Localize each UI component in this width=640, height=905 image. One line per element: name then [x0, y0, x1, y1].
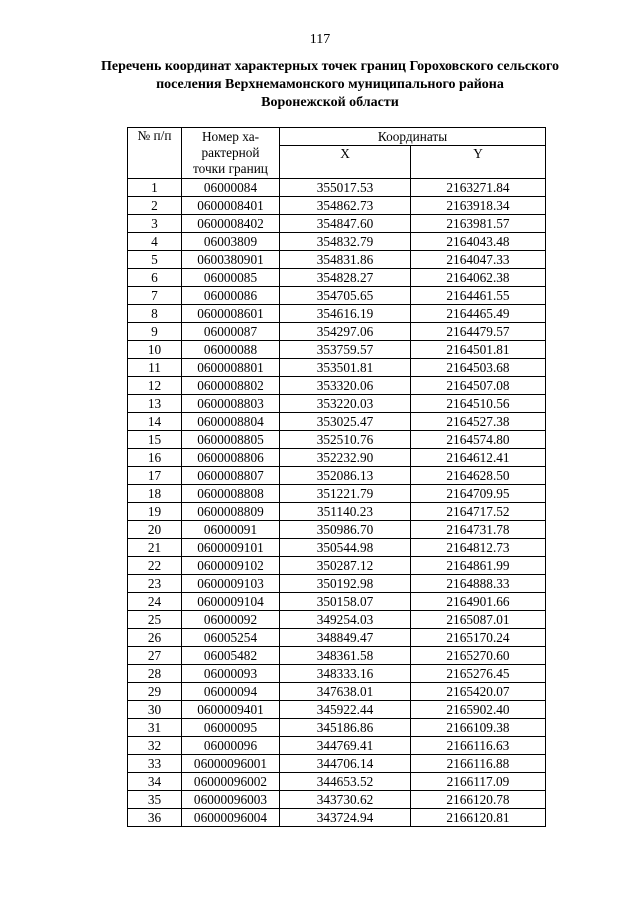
table-row	[128, 611, 546, 629]
cell-point-id: 06000087	[182, 323, 280, 341]
cell-y: 2164043.48	[411, 233, 546, 251]
cell-x: 345186.86	[280, 719, 411, 737]
table-row	[128, 197, 546, 215]
cell-y: 2165420.07	[411, 683, 546, 701]
cell-number: 21	[128, 539, 182, 557]
cell-x: 350287.12	[280, 557, 411, 575]
cell-x: 353320.06	[280, 377, 411, 395]
cell-point-id: 0600009401	[182, 701, 280, 719]
cell-number: 9	[128, 323, 182, 341]
cell-y: 2164465.49	[411, 305, 546, 323]
cell-x: 348361.58	[280, 647, 411, 665]
table-row	[128, 467, 546, 485]
cell-y: 2163918.34	[411, 197, 546, 215]
table-row	[128, 593, 546, 611]
cell-y: 2164861.99	[411, 557, 546, 575]
cell-point-id: 0600008809	[182, 503, 280, 521]
cell-number: 14	[128, 413, 182, 431]
table-row	[128, 809, 546, 827]
cell-number: 11	[128, 359, 182, 377]
table-body	[128, 179, 546, 827]
cell-x: 351140.23	[280, 503, 411, 521]
cell-number: 34	[128, 773, 182, 791]
table-row	[128, 449, 546, 467]
cell-point-id: 0600380901	[182, 251, 280, 269]
document-title	[60, 58, 600, 112]
cell-y: 2165170.24	[411, 629, 546, 647]
cell-number: 10	[128, 341, 182, 359]
cell-point-id: 06000095	[182, 719, 280, 737]
cell-x: 354828.27	[280, 269, 411, 287]
cell-x: 352510.76	[280, 431, 411, 449]
cell-number: 17	[128, 467, 182, 485]
table-row	[128, 629, 546, 647]
cell-y: 2166120.78	[411, 791, 546, 809]
cell-y: 2164503.68	[411, 359, 546, 377]
cell-point-id: 0600009101	[182, 539, 280, 557]
cell-x: 344769.41	[280, 737, 411, 755]
cell-x: 349254.03	[280, 611, 411, 629]
cell-point-id: 0600008807	[182, 467, 280, 485]
cell-x: 343724.94	[280, 809, 411, 827]
cell-number: 30	[128, 701, 182, 719]
cell-x: 343730.62	[280, 791, 411, 809]
cell-y: 2166120.81	[411, 809, 546, 827]
cell-point-id: 06000096002	[182, 773, 280, 791]
cell-point-id: 0600009102	[182, 557, 280, 575]
cell-number: 7	[128, 287, 182, 305]
cell-x: 352086.13	[280, 467, 411, 485]
table-row	[128, 521, 546, 539]
cell-number: 23	[128, 575, 182, 593]
cell-point-id: 0600009103	[182, 575, 280, 593]
cell-point-id: 06005254	[182, 629, 280, 647]
table-row	[128, 341, 546, 359]
header-point-line: Номер ха-	[201, 129, 260, 144]
cell-x: 354705.65	[280, 287, 411, 305]
cell-y: 2164507.08	[411, 377, 546, 395]
cell-number: 31	[128, 719, 182, 737]
cell-point-id: 06005482	[182, 647, 280, 665]
cell-y: 2164574.80	[411, 431, 546, 449]
cell-y: 2164501.81	[411, 341, 546, 359]
table-row	[128, 773, 546, 791]
cell-x: 354297.06	[280, 323, 411, 341]
table-row	[128, 287, 546, 305]
cell-point-id: 06000088	[182, 341, 280, 359]
table-row	[128, 575, 546, 593]
table-row	[128, 647, 546, 665]
table-row	[128, 377, 546, 395]
table-row	[128, 485, 546, 503]
cell-y: 2164812.73	[411, 539, 546, 557]
cell-number: 12	[128, 377, 182, 395]
cell-point-id: 06000084	[182, 179, 280, 197]
cell-y: 2164527.38	[411, 413, 546, 431]
cell-number: 32	[128, 737, 182, 755]
cell-number: 2	[128, 197, 182, 215]
cell-point-id: 0600008808	[182, 485, 280, 503]
cell-number: 15	[128, 431, 182, 449]
coordinates-table	[127, 127, 546, 827]
cell-x: 354831.86	[280, 251, 411, 269]
cell-x: 353759.57	[280, 341, 411, 359]
cell-point-id: 0600008402	[182, 215, 280, 233]
cell-y: 2164479.57	[411, 323, 546, 341]
cell-number: 36	[128, 809, 182, 827]
cell-x: 353220.03	[280, 395, 411, 413]
cell-x: 350158.07	[280, 593, 411, 611]
cell-y: 2164062.38	[411, 269, 546, 287]
cell-x: 352232.90	[280, 449, 411, 467]
cell-point-id: 06000096001	[182, 755, 280, 773]
cell-point-id: 06000093	[182, 665, 280, 683]
cell-x: 344653.52	[280, 773, 411, 791]
cell-point-id: 0600008801	[182, 359, 280, 377]
cell-x: 353025.47	[280, 413, 411, 431]
cell-point-id: 06000096003	[182, 791, 280, 809]
header-number: № п/п	[128, 128, 182, 179]
cell-x: 355017.53	[280, 179, 411, 197]
cell-point-id: 06000086	[182, 287, 280, 305]
cell-y: 2164047.33	[411, 251, 546, 269]
cell-x: 354832.79	[280, 233, 411, 251]
cell-point-id: 0600008401	[182, 197, 280, 215]
cell-y: 2165902.40	[411, 701, 546, 719]
table-row	[128, 557, 546, 575]
cell-y: 2164628.50	[411, 467, 546, 485]
table-row	[128, 305, 546, 323]
table-row	[128, 269, 546, 287]
cell-x: 348333.16	[280, 665, 411, 683]
cell-number: 6	[128, 269, 182, 287]
cell-point-id: 06000092	[182, 611, 280, 629]
cell-point-id: 06003809	[182, 233, 280, 251]
cell-x: 354616.19	[280, 305, 411, 323]
cell-number: 25	[128, 611, 182, 629]
table-row	[128, 701, 546, 719]
cell-x: 350192.98	[280, 575, 411, 593]
table-header	[128, 128, 546, 179]
cell-y: 2166117.09	[411, 773, 546, 791]
header-y: Y	[411, 146, 546, 179]
table-row	[128, 719, 546, 737]
cell-x: 354862.73	[280, 197, 411, 215]
cell-number: 1	[128, 179, 182, 197]
page-number: 117	[309, 32, 331, 47]
cell-x: 348849.47	[280, 629, 411, 647]
cell-number: 24	[128, 593, 182, 611]
table-row	[128, 431, 546, 449]
cell-number: 19	[128, 503, 182, 521]
cell-point-id: 0600008806	[182, 449, 280, 467]
table-row	[128, 413, 546, 431]
table-row	[128, 359, 546, 377]
cell-x: 350544.98	[280, 539, 411, 557]
cell-number: 27	[128, 647, 182, 665]
table-row	[128, 251, 546, 269]
cell-y: 2164461.55	[411, 287, 546, 305]
cell-number: 8	[128, 305, 182, 323]
title-line: Воронежской области	[261, 95, 399, 110]
cell-x: 351221.79	[280, 485, 411, 503]
cell-point-id: 0600008804	[182, 413, 280, 431]
cell-x: 345922.44	[280, 701, 411, 719]
cell-point-id: 0600009104	[182, 593, 280, 611]
title-line: поселения Верхнемамонского муниципального района	[156, 77, 504, 92]
header-point-line: точки границ	[193, 161, 268, 176]
cell-y: 2166116.63	[411, 737, 546, 755]
title-line: Перечень координат характерных точек границ Гороховского сельского	[101, 59, 559, 74]
table-row	[128, 179, 546, 197]
table-row	[128, 503, 546, 521]
cell-x: 344706.14	[280, 755, 411, 773]
cell-y: 2164510.56	[411, 395, 546, 413]
cell-y: 2164612.41	[411, 449, 546, 467]
cell-number: 18	[128, 485, 182, 503]
cell-number: 4	[128, 233, 182, 251]
cell-point-id: 06000091	[182, 521, 280, 539]
cell-number: 13	[128, 395, 182, 413]
table-row	[128, 683, 546, 701]
cell-number: 3	[128, 215, 182, 233]
cell-y: 2163981.57	[411, 215, 546, 233]
cell-point-id: 0600008803	[182, 395, 280, 413]
cell-y: 2164888.33	[411, 575, 546, 593]
cell-y: 2165276.45	[411, 665, 546, 683]
cell-y: 2166116.88	[411, 755, 546, 773]
cell-number: 26	[128, 629, 182, 647]
cell-point-id: 06000096004	[182, 809, 280, 827]
cell-number: 28	[128, 665, 182, 683]
cell-point-id: 0600008802	[182, 377, 280, 395]
cell-x: 354847.60	[280, 215, 411, 233]
cell-y: 2166109.38	[411, 719, 546, 737]
cell-point-id: 06000094	[182, 683, 280, 701]
cell-x: 347638.01	[280, 683, 411, 701]
cell-number: 5	[128, 251, 182, 269]
header-point-line: рактерной	[201, 145, 260, 160]
cell-y: 2163271.84	[411, 179, 546, 197]
table-row	[128, 755, 546, 773]
cell-y: 2165087.01	[411, 611, 546, 629]
table-row	[128, 323, 546, 341]
cell-y: 2164709.95	[411, 485, 546, 503]
cell-y: 2164731.78	[411, 521, 546, 539]
table-row	[128, 215, 546, 233]
cell-point-id: 0600008601	[182, 305, 280, 323]
table-row	[128, 233, 546, 251]
cell-point-id: 06000096	[182, 737, 280, 755]
cell-number: 16	[128, 449, 182, 467]
cell-number: 35	[128, 791, 182, 809]
cell-number: 33	[128, 755, 182, 773]
cell-number: 29	[128, 683, 182, 701]
header-point-number	[182, 128, 280, 179]
cell-x: 353501.81	[280, 359, 411, 377]
header-x: X	[280, 146, 411, 179]
table-row	[128, 665, 546, 683]
cell-x: 350986.70	[280, 521, 411, 539]
cell-y: 2164901.66	[411, 593, 546, 611]
cell-y: 2164717.52	[411, 503, 546, 521]
table-row	[128, 737, 546, 755]
table-row	[128, 539, 546, 557]
header-coordinates: Координаты	[280, 128, 546, 146]
cell-point-id: 06000085	[182, 269, 280, 287]
cell-number: 20	[128, 521, 182, 539]
cell-y: 2165270.60	[411, 647, 546, 665]
table-row	[128, 791, 546, 809]
table-row	[128, 395, 546, 413]
cell-number: 22	[128, 557, 182, 575]
cell-point-id: 0600008805	[182, 431, 280, 449]
